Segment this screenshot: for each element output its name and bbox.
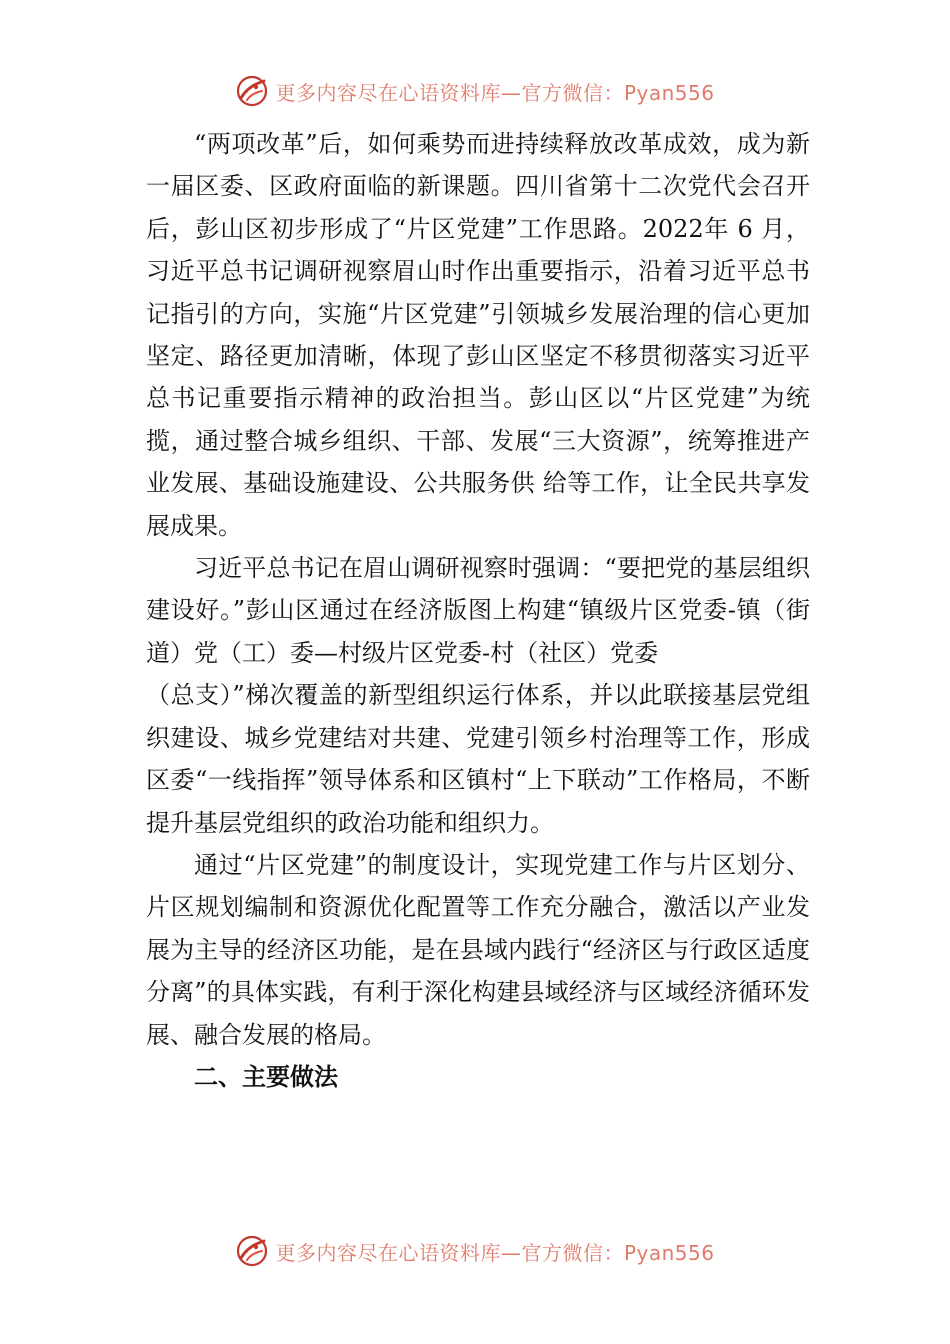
paragraph-4: 通过“片区党建”的制度设计，实现党建工作与片区划分、片区规划编制和资源优化配置等工作充分融合，激活以产业发展为主导的经济区功能，是在县域内践行“经济区与行政区适度分离”的具体实践，有利于深化构建县域经济与区域经济循环发展、融合发展的格局。 <box>146 850 810 1049</box>
brush-logo-icon <box>235 1234 269 1268</box>
header-watermark <box>0 71 950 111</box>
watermark-text: 更多内容尽在心语资料库—官方微信：Pyan556 <box>275 80 715 105</box>
brush-logo-icon <box>235 74 269 108</box>
paragraph-2: 习近平总书记在眉山调研视察时强调：“要把党的基层组织建设好。”彭山区通过在经济版图上构建“镇级片区党委-镇（街道）党（工）委—村级片区党委-村（社区）党委 <box>146 554 810 667</box>
document-body <box>146 123 810 1098</box>
footer-watermark <box>0 1231 950 1271</box>
watermark-text: 更多内容尽在心语资料库—官方微信：Pyan556 <box>275 1240 715 1265</box>
paragraph-1: “两项改革”后，如何乘势而进持续释放改革成效，成为新一届区委、区政府面临的新课题。四川省第十二次党代会召开后，彭山区初步形成了“片区党建”工作思路。2022年 6 月，习近平总书记调研视察眉山时作出重要指示，沿着习近平总书记指引的方向，实施“片区党建”引领城乡发展治理的信心更加坚定、路径更加清晰，体现了彭山区坚定不移贯彻落实习近平总书记重要指示精神的政治担当。彭山区以“片区党建”为统揽，通过整合城乡组织、干部、发展“三大资源”，统筹推进产业发展、基础设施建设、公共服务供 给等工作，让全民共享发展成果。 <box>146 130 810 540</box>
section-heading: 二、主要做法 <box>194 1062 338 1091</box>
paragraph-3: （总支）”梯次覆盖的新型组织运行体系，并以此联接基层党组织建设、城乡党建结对共建、党建引领乡村治理等工作，形成区委“一线指挥”领导体系和区镇村“上下联动”工作格局，不断提升基层党组织的政治功能和组织力。 <box>146 681 810 837</box>
